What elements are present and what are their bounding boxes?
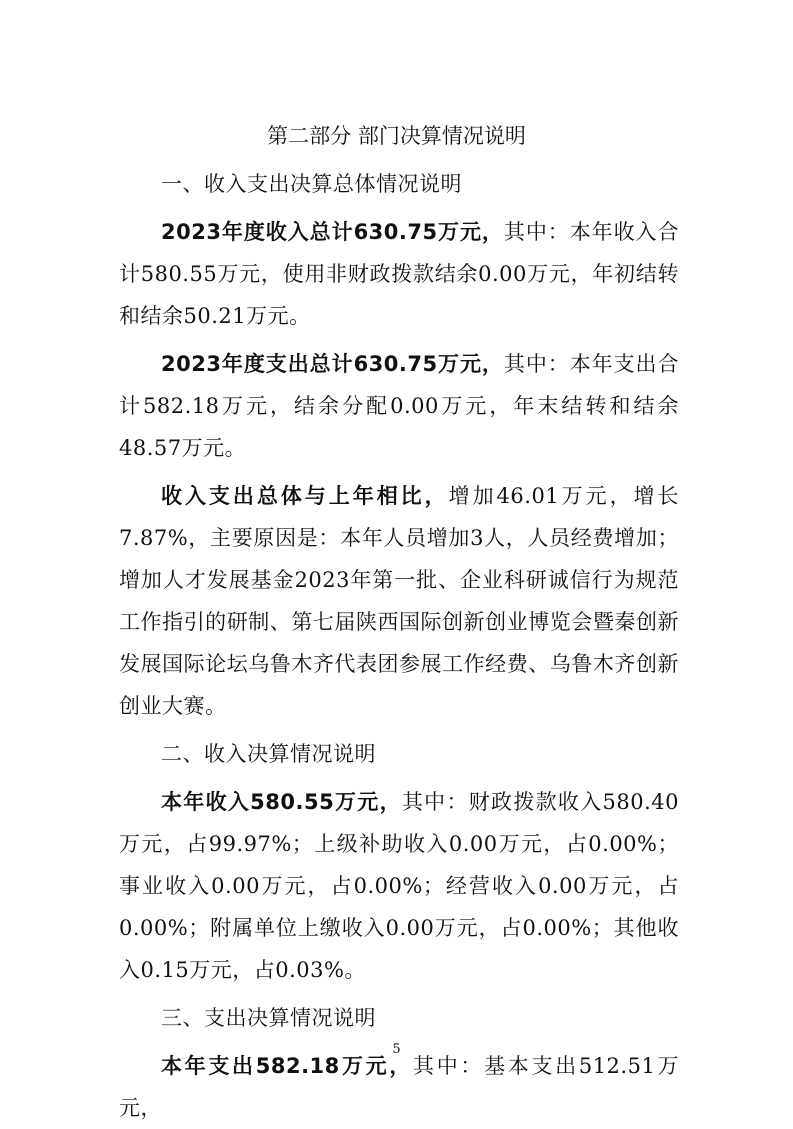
bold-lead: 2023年度收入总计630.75万元，: [161, 220, 504, 244]
bold-lead: 收入支出总体与上年相比，: [161, 484, 449, 508]
paragraph-income-total: [119, 211, 679, 337]
section-heading-expense: 三、支出决算情况说明: [161, 1006, 376, 1030]
section-heading-overview: 一、收入支出决算总体情况说明: [161, 172, 462, 196]
bold-lead: 本年收入580.55万元，: [161, 790, 402, 814]
section-heading-income: 二、收入决算情况说明: [161, 742, 376, 766]
page-number: 5: [392, 1042, 401, 1057]
paragraph-text: 其中：本年支出合计582.18万元，结余分配0.00万元，年末结转和结余48.57万元。: [119, 352, 680, 460]
paragraph-expense-total: [119, 343, 679, 469]
paragraph-text: 其中：本年收入合计580.55万元，使用非财政拨款结余0.00万元，年初结转和结余50.21万元。: [119, 220, 680, 328]
bold-lead: 2023年度支出总计630.75万元，: [161, 352, 504, 376]
paragraph-expense-detail: [119, 1045, 679, 1129]
paragraph-year-comparison: [119, 475, 679, 727]
paragraph-text: 其中：财政拨款收入580.40万元，占99.97%；上级补助收入0.00万元，占0.00%；事业收入0.00万元，占0.00%；经营收入0.00万元，占0.00%；附属单位上缴收入0.00万元，占0.00%；其他收入0.15万元，占0.03%。: [119, 790, 679, 982]
paragraph-text: 其中：基本支出512.51万元，: [119, 1054, 679, 1120]
bold-lead: 本年支出582.18万元，: [161, 1054, 414, 1078]
document-body: [119, 163, 679, 1129]
page-title: 第二部分 部门决算情况说明: [267, 124, 526, 148]
paragraph-text: 增加46.01万元，增长7.87%，主要原因是：本年人员增加3人，人员经费增加；增加人才发展基金2023年第一批、企业科研诚信行为规范工作指引的研制、第七届陕西国际创新创业博览会暨秦创新发展国际论坛乌鲁木齐代表团参展工作经费、乌鲁木齐创新创业大赛。: [119, 484, 679, 718]
paragraph-income-detail: [119, 781, 679, 991]
